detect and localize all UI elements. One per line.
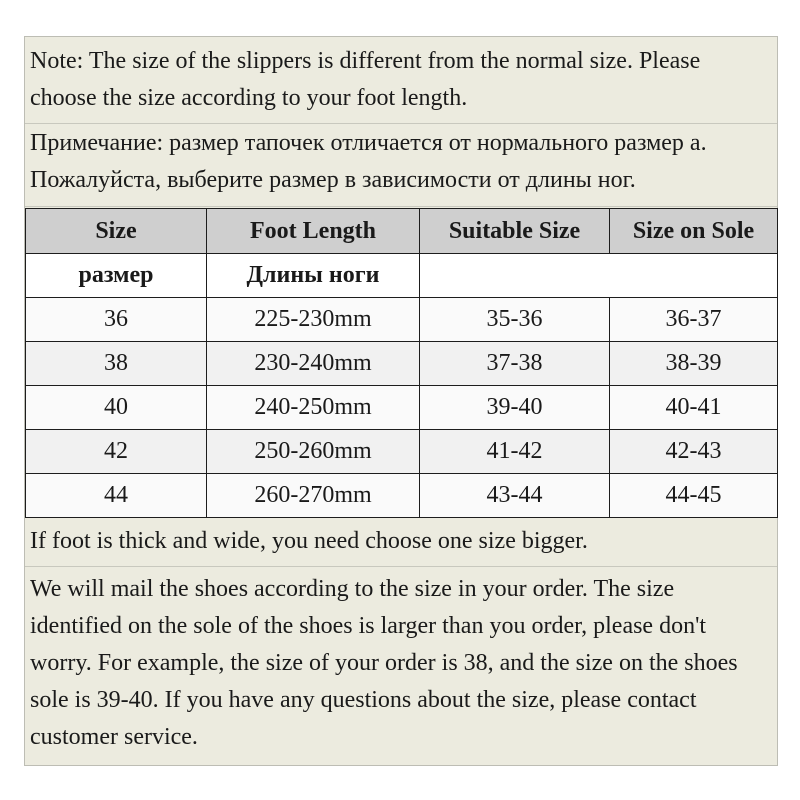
header-size: Size [26, 209, 207, 254]
cell-size-on-sole: 36-37 [610, 298, 778, 342]
cell-size: 40 [26, 386, 207, 430]
header-size-on-sole: Size on Sole [610, 209, 778, 254]
cell-foot-length: 225-230mm [207, 298, 420, 342]
header-suitable-size: Suitable Size [420, 209, 610, 254]
cell-size-on-sole: 44-45 [610, 474, 778, 518]
table-row [26, 342, 778, 386]
cell-suitable-size: 43-44 [420, 474, 610, 518]
cell-suitable-size: 35-36 [420, 298, 610, 342]
header-foot-length: Foot Length [207, 209, 420, 254]
cell-foot-length: 250-260mm [207, 430, 420, 474]
table-row [26, 386, 778, 430]
table-header-row [26, 209, 778, 254]
cell-suitable-size: 37-38 [420, 342, 610, 386]
table-row [26, 474, 778, 518]
cell-suitable-size: 41-42 [420, 430, 610, 474]
cell-size: 38 [26, 342, 207, 386]
size-guide-panel [24, 36, 778, 766]
cell-foot-length: 240-250mm [207, 386, 420, 430]
subheader-empty [420, 254, 778, 298]
mail-note: We will mail the shoes according to the size in your order. The size identified on the sole of the shoes is larger than you order, please don't worry. For example, the size of your order is 38, and the size on the shoes sole is 39-40. If you have any questions about the size, please contact customer service. [30, 576, 738, 750]
note-english: Note: The size of the slippers is different from the normal size. Please choose the size according to your foot length. [25, 43, 777, 124]
cell-size: 36 [26, 298, 207, 342]
subheader-size-ru: размер [26, 254, 207, 298]
cell-suitable-size: 39-40 [420, 386, 610, 430]
note-russian: Примечание: размер тапочек отличается от нормального размер а. Пожалуйста, выберите размер в зависимости от длины ног. [25, 125, 777, 207]
thick-foot-note: If foot is thick and wide, you need choose one size bigger. [25, 521, 777, 567]
size-table [25, 208, 778, 518]
table-row [26, 298, 778, 342]
table-row [26, 430, 778, 474]
cell-size-on-sole: 40-41 [610, 386, 778, 430]
cell-size: 44 [26, 474, 207, 518]
cell-size-on-sole: 38-39 [610, 342, 778, 386]
cell-size-on-sole: 42-43 [610, 430, 778, 474]
table-subheader-row [26, 254, 778, 298]
cell-size: 42 [26, 430, 207, 474]
cell-foot-length: 260-270mm [207, 474, 420, 518]
cell-foot-length: 230-240mm [207, 342, 420, 386]
subheader-foot-length-ru: Длины ноги [207, 254, 420, 298]
